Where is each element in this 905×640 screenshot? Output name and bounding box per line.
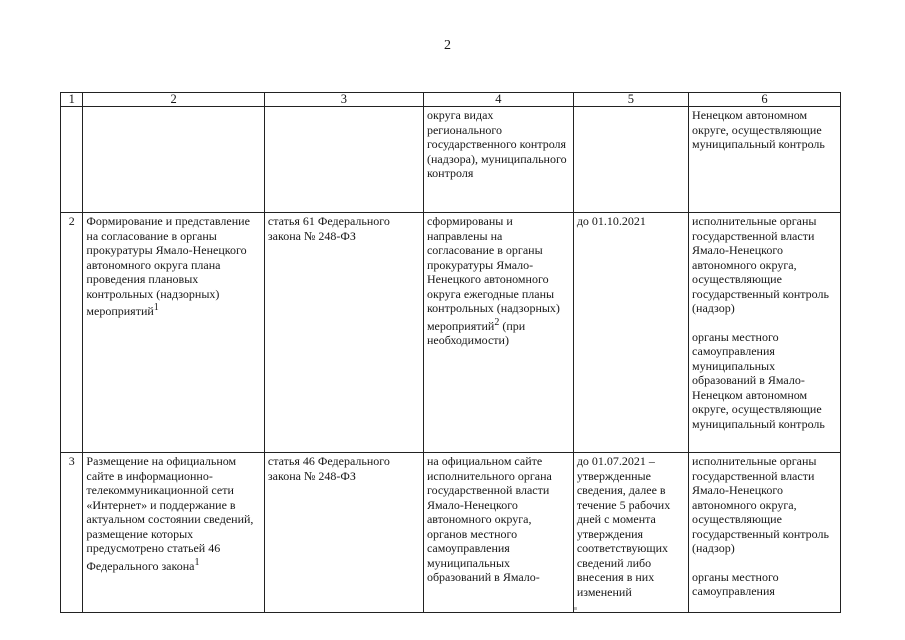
- cell-empty: [264, 107, 423, 213]
- cell-result: округа видах регионального государственного контроля (надзора), муниципального контроля: [423, 107, 573, 213]
- cell-responsible: [689, 213, 841, 453]
- footnote-marker: 1: [194, 556, 200, 568]
- header-col-6: 6: [689, 93, 841, 107]
- cell-empty: [61, 107, 83, 213]
- cell-responsible: [689, 453, 841, 613]
- page-number: 2: [444, 38, 451, 53]
- header-col-2: 2: [83, 93, 264, 107]
- cell-empty: [573, 107, 688, 213]
- header-col-3: 3: [264, 93, 423, 107]
- cell-responsible: Ненецком автономном округе, осуществляющие муниципальный контроль: [689, 107, 841, 213]
- measure-text: Размещение на официальном сайте в информационно-телекоммуникационной сети «Интернет» и поддержание в актуальном состоянии сведений, размещение которых предусмотрено статьей 46 Федерального закона: [86, 454, 254, 573]
- cell-measure: [83, 213, 264, 453]
- result-text: сформированы и направлены на согласование в органы прокуратуры Ямало-Ненецкого автономного округа ежегодные планы контрольных (надзорных) мероприятий: [426, 214, 560, 333]
- cell-legal-basis: статья 61 Федерального закона № 248-ФЗ: [264, 213, 423, 453]
- responsible-text: исполнительные органы государственной власти Ямало-Ненецкого автономного округа, осуществляющие государственный контроль (надзор): [692, 214, 829, 315]
- cell-result: [423, 213, 573, 453]
- table-row: [61, 453, 841, 613]
- row-number: 2: [61, 213, 83, 453]
- header-col-4: 4: [423, 93, 573, 107]
- header-row: [61, 93, 841, 107]
- header-col-1: 1: [61, 93, 83, 107]
- responsible-text: органы местного самоуправления: [692, 569, 779, 598]
- cell-measure: [83, 453, 264, 613]
- footnote-marker: 2: [494, 316, 500, 328]
- cell-deadline: до 01.10.2021: [573, 213, 688, 453]
- header-col-5: 5: [573, 93, 688, 107]
- cell-legal-basis: статья 46 Федерального закона № 248-ФЗ: [264, 453, 423, 613]
- measures-table: [60, 92, 841, 613]
- cell-empty: [83, 107, 264, 213]
- result-tail: (при необходимости): [426, 318, 526, 347]
- scan-speck: [574, 607, 577, 610]
- footnote-marker: 1: [153, 302, 159, 313]
- responsible-text: исполнительные органы государственной власти Ямало-Ненецкого автономного округа, осуществляющие государственный контроль (надзор): [692, 454, 829, 555]
- row-number: 3: [61, 453, 83, 613]
- measure-text: Формирование и представление на согласование в органы прокуратуры Ямало-Ненецкого автономного округа плана проведения плановых контрольных (надзорных) мероприятий: [86, 214, 250, 318]
- cell-deadline: до 01.07.2021 – утвержденные сведения, далее в течение 5 рабочих дней с момента утверждения соответствующих сведений либо внесения в них изменений: [573, 453, 688, 613]
- table-row: [61, 213, 841, 453]
- responsible-text: органы местного самоуправления муниципальных образований в Ямало-Ненецком автономном округе, осуществляющие муниципальный контроль: [692, 329, 825, 431]
- table-row-continued: [61, 107, 841, 213]
- cell-result: на официальном сайте исполнительного органа государственной власти Ямало-Ненецкого автономного округа, органов местного самоуправления муниципальных образований в Ямало-: [423, 453, 573, 613]
